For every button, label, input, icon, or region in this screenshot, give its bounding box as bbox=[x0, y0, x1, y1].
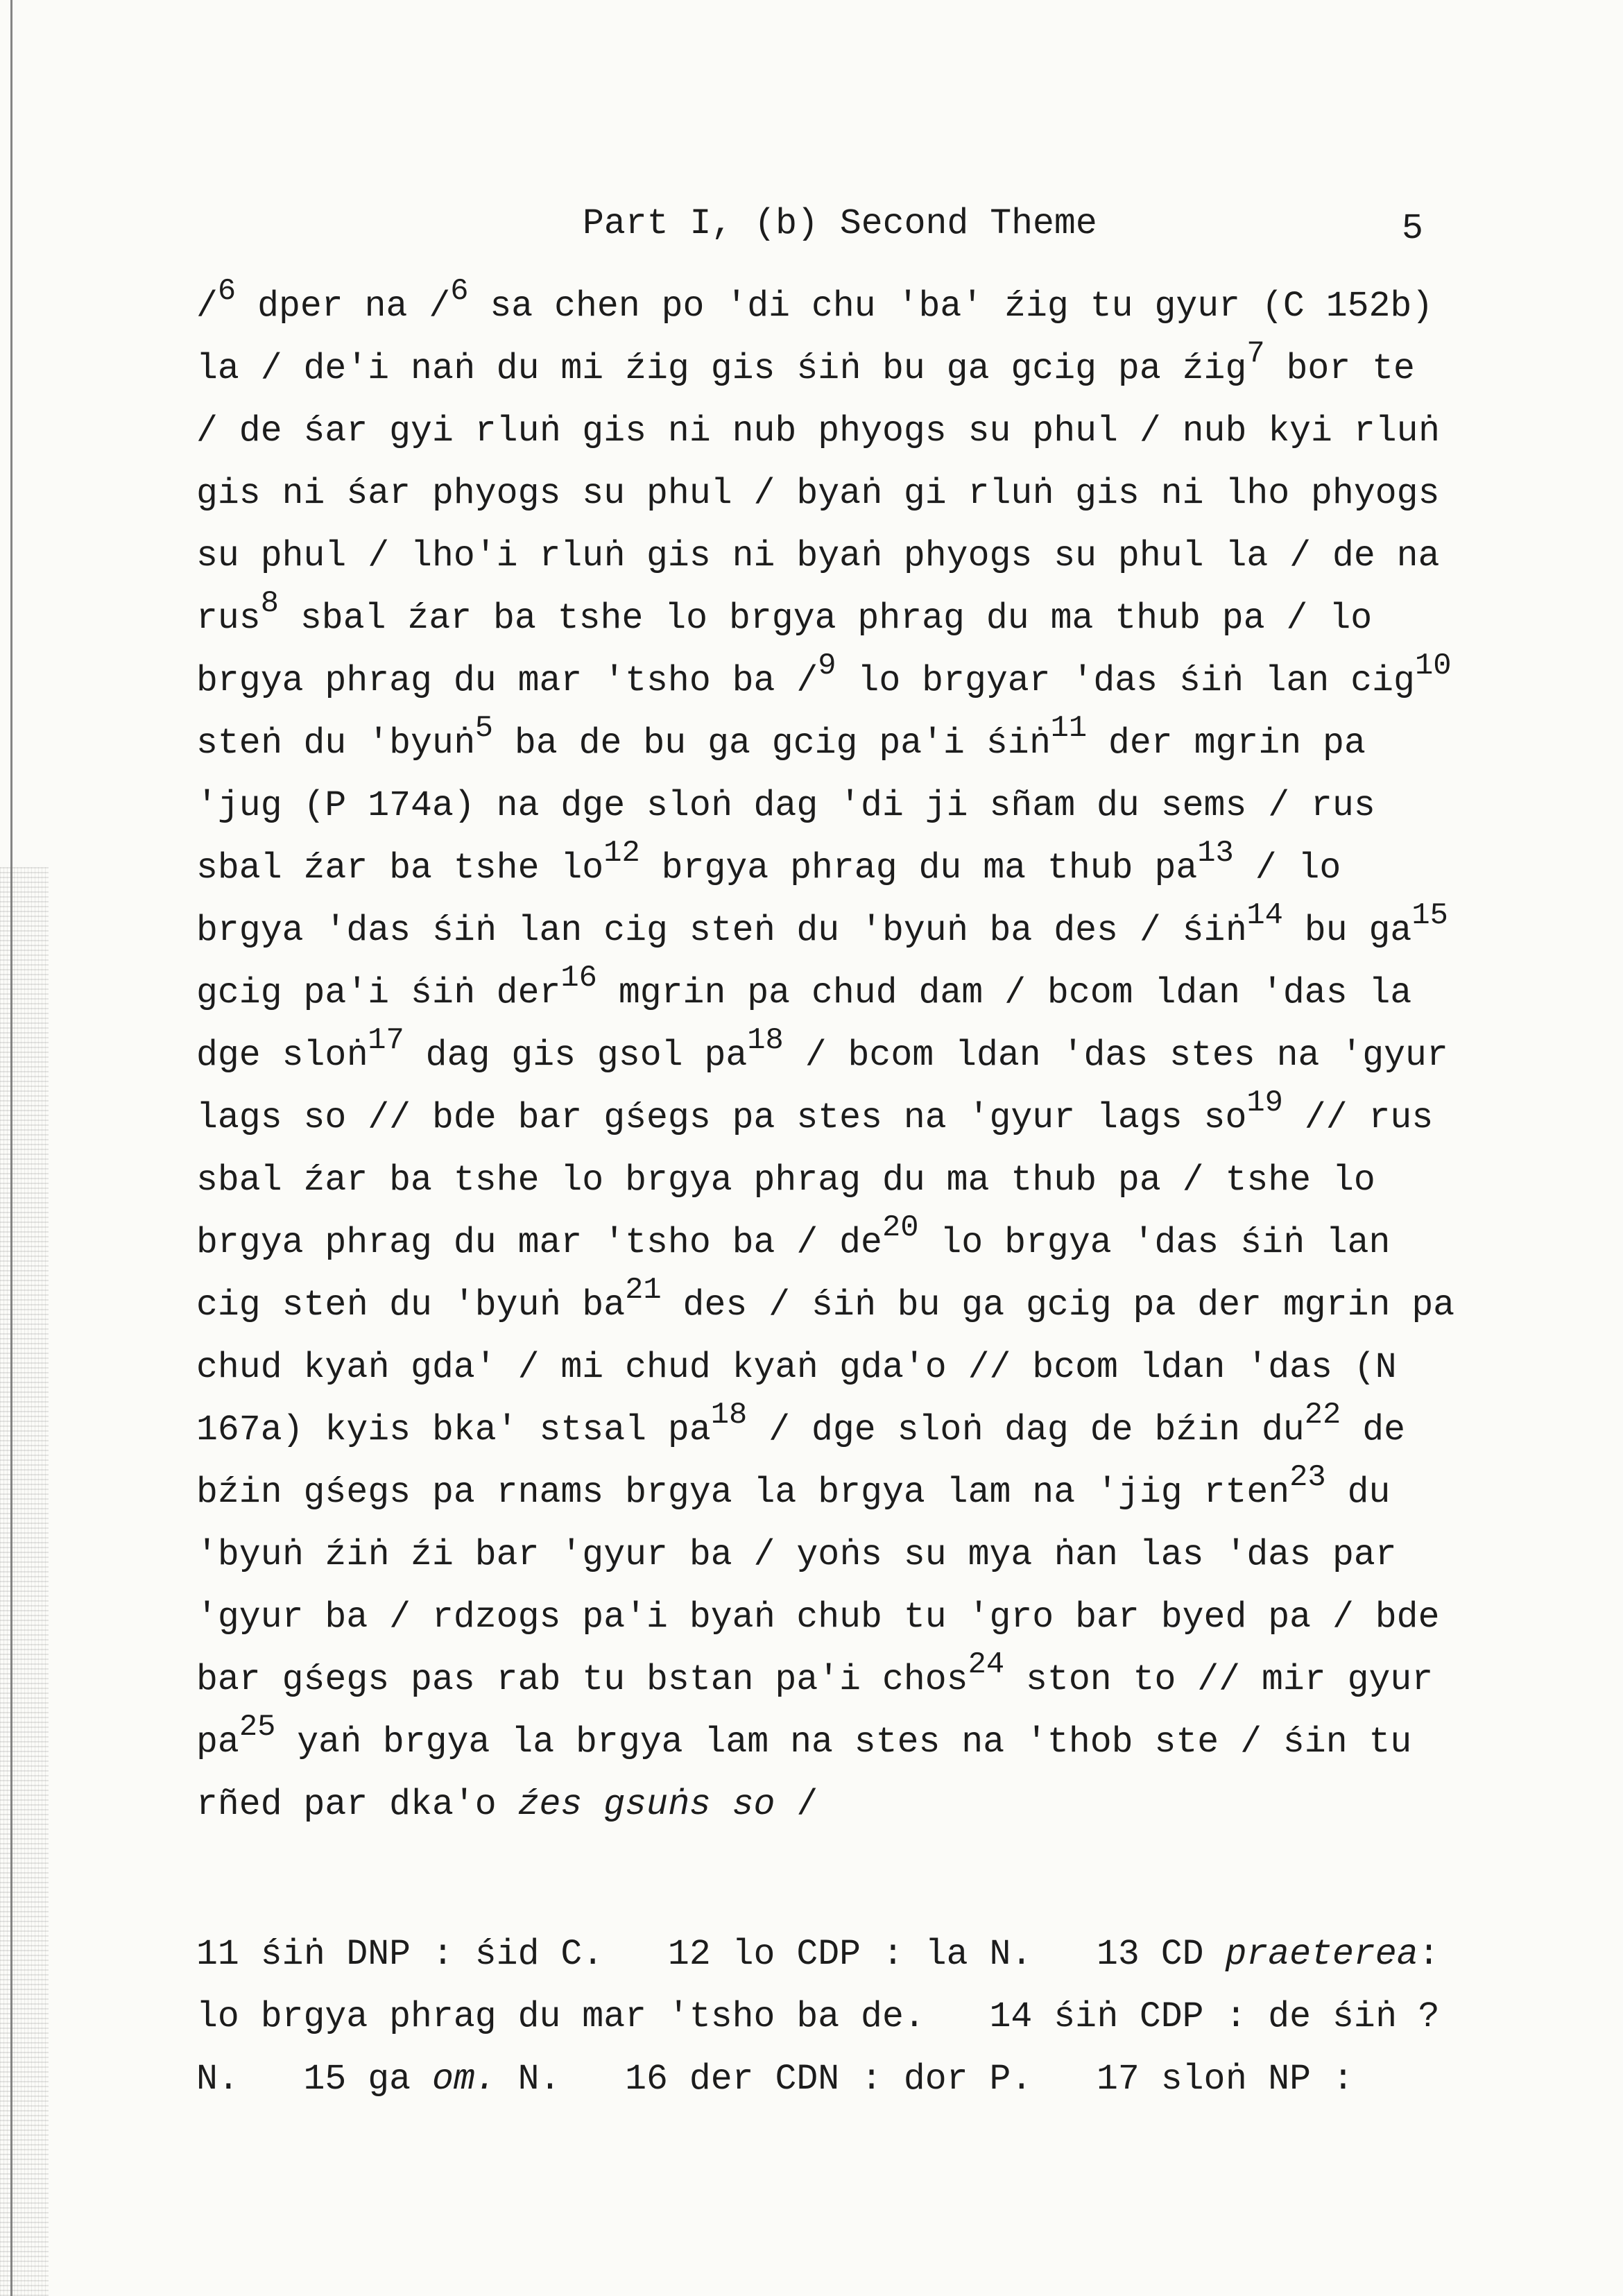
text-run: 167a) kyis bka' stsal pa bbox=[196, 1410, 711, 1450]
text-line bbox=[196, 525, 1583, 588]
text-run: du bbox=[1325, 1473, 1391, 1513]
text-run: gis ni śar phyogs su phul / byaṅ gi rluṅ gis ni lho phyogs bbox=[196, 474, 1440, 514]
italic-text: om. bbox=[431, 2059, 497, 2100]
text-run: sbal źar ba tshe lo bbox=[196, 848, 604, 889]
text-line bbox=[196, 1212, 1583, 1274]
note-reference: 23 bbox=[1289, 1460, 1326, 1495]
footnote-line bbox=[196, 1924, 1583, 1986]
text-line bbox=[196, 650, 1583, 712]
footnote-line bbox=[196, 1986, 1583, 2048]
text-run: 'byuṅ źiṅ źi bar 'gyur ba / yoṅs su mya ṅan las 'das par bbox=[196, 1535, 1397, 1575]
scan-grain-strip bbox=[0, 867, 49, 2296]
text-run: lo brgyar 'das śiṅ lan cig bbox=[836, 661, 1415, 701]
text-run: chud kyaṅ gda' / mi chud kyaṅ gda'o // bcom ldan 'das (N bbox=[196, 1348, 1397, 1388]
text-run: bu ga bbox=[1282, 911, 1412, 951]
note-reference: 7 bbox=[1246, 336, 1265, 371]
text-run: dge sloṅ bbox=[196, 1036, 368, 1076]
text-line bbox=[196, 775, 1583, 837]
text-run: brgya 'das śiṅ lan cig steṅ du 'byuṅ ba des / śiṅ bbox=[196, 911, 1247, 951]
text-run: ston to // mir gyur bbox=[1004, 1660, 1434, 1700]
text-run: brgya phrag du mar 'tsho ba / bbox=[196, 661, 818, 701]
note-reference: 17 bbox=[368, 1023, 404, 1058]
text-run: / lo bbox=[1233, 848, 1341, 889]
note-reference: 22 bbox=[1304, 1398, 1341, 1432]
note-reference: 10 bbox=[1414, 649, 1452, 683]
text-line bbox=[196, 588, 1583, 650]
text-run: brgya phrag du ma thub pa bbox=[639, 848, 1198, 889]
note-reference: 20 bbox=[882, 1210, 919, 1245]
note-reference: 8 bbox=[260, 586, 279, 621]
note-reference: 18 bbox=[710, 1398, 748, 1432]
note-reference: 14 bbox=[1246, 898, 1283, 933]
text-run: / bbox=[775, 1785, 818, 1825]
text-run: sbal źar ba tshe lo brgya phrag du ma thub pa / lo bbox=[278, 599, 1373, 639]
text-line bbox=[196, 1337, 1583, 1399]
note-reference: 16 bbox=[560, 961, 597, 995]
text-run: cig steṅ du 'byuṅ ba bbox=[196, 1285, 626, 1326]
text-run: mgrin pa chud dam / bcom ldan 'das la bbox=[596, 973, 1412, 1013]
text-line bbox=[196, 1462, 1583, 1524]
text-line bbox=[196, 1711, 1583, 1774]
text-run: la / de'i naṅ du mi źig gis śiṅ bu ga gcig pa źig bbox=[196, 349, 1247, 389]
text-line bbox=[196, 275, 1583, 338]
text-run: pa bbox=[196, 1722, 239, 1763]
text-run: ba de bu ga gcig pa'i śiṅ bbox=[493, 723, 1051, 764]
text-line bbox=[196, 463, 1583, 525]
text-line bbox=[196, 900, 1583, 962]
text-run: brgya phrag du mar 'tsho ba / de bbox=[196, 1223, 882, 1263]
note-reference: 9 bbox=[818, 649, 836, 683]
note-reference: 18 bbox=[747, 1023, 784, 1058]
note-reference: 11 bbox=[1050, 711, 1088, 746]
text-run: 11 śiṅ DNP : śid C. 12 lo CDP : la N. 13 CD bbox=[196, 1935, 1226, 1975]
text-run: steṅ du 'byuṅ bbox=[196, 723, 475, 764]
text-run: de bbox=[1341, 1410, 1406, 1450]
text-line bbox=[196, 400, 1583, 463]
text-run: bźin gśegs pa rnams brgya la brgya lam na 'jig rten bbox=[196, 1473, 1290, 1513]
text-run: yaṅ brgya la brgya lam na stes na 'thob ste / śin tu bbox=[275, 1722, 1412, 1763]
text-run: sa chen po 'di chu 'ba' źig tu gyur (C 152b) bbox=[468, 286, 1434, 327]
note-reference: 25 bbox=[239, 1710, 276, 1745]
text-run: dper na / bbox=[236, 286, 451, 327]
text-line bbox=[196, 1399, 1583, 1462]
text-line bbox=[196, 1586, 1583, 1649]
text-line bbox=[196, 1274, 1583, 1337]
text-run: / bbox=[196, 286, 218, 327]
text-line bbox=[196, 1025, 1583, 1087]
note-reference: 24 bbox=[968, 1647, 1005, 1682]
text-run: sbal źar ba tshe lo brgya phrag du ma thub pa / tshe lo bbox=[196, 1160, 1375, 1201]
note-reference: 19 bbox=[1246, 1086, 1283, 1120]
text-run: / de śar gyi rluṅ gis ni nub phyogs su phul / nub kyi rluṅ bbox=[196, 411, 1440, 452]
text-run: lo brgya phrag du mar 'tsho ba de. 14 śiṅ CDP : de śiṅ ? bbox=[196, 1997, 1440, 2037]
text-run: rus bbox=[196, 599, 261, 639]
note-reference: 21 bbox=[625, 1273, 662, 1308]
text-run: des / śiṅ bu ga gcig pa der mgrin pa bbox=[661, 1285, 1455, 1326]
text-line bbox=[196, 712, 1583, 775]
text-line bbox=[196, 837, 1583, 900]
text-run: 'jug (P 174a) na dge sloṅ dag 'di ji sñam du sems / rus bbox=[196, 786, 1375, 826]
text-run: / dge sloṅ dag de bźin du bbox=[747, 1410, 1305, 1450]
text-run: : bbox=[1418, 1935, 1440, 1975]
text-run: N. 15 ga bbox=[196, 2059, 432, 2100]
italic-text: praeterea bbox=[1225, 1935, 1418, 1975]
text-run: N. 16 der CDN : dor P. 17 sloṅ NP : bbox=[496, 2059, 1354, 2100]
text-line bbox=[196, 962, 1583, 1025]
text-line bbox=[196, 1524, 1583, 1586]
text-run: bor te bbox=[1264, 349, 1415, 389]
text-line bbox=[196, 1649, 1583, 1711]
text-run: dag gis gsol pa bbox=[404, 1036, 748, 1076]
note-reference: 12 bbox=[603, 836, 640, 871]
page-number: 5 bbox=[1402, 209, 1423, 249]
text-run: // rus bbox=[1282, 1098, 1434, 1138]
note-reference: 5 bbox=[474, 711, 494, 746]
text-run: rñed par dka'o bbox=[196, 1785, 518, 1825]
text-run: bar gśegs pas rab tu bstan pa'i chos bbox=[196, 1660, 968, 1700]
footnotes bbox=[196, 1924, 1583, 2111]
footnote-line bbox=[196, 2048, 1583, 2111]
text-run: der mgrin pa bbox=[1087, 723, 1366, 764]
note-reference: 13 bbox=[1197, 836, 1234, 871]
text-line bbox=[196, 338, 1583, 400]
text-run: lags so // bde bar gśegs pa stes na 'gyur lags so bbox=[196, 1098, 1247, 1138]
text-run: lo brgya 'das śiṅ lan bbox=[918, 1223, 1391, 1263]
text-run: 'gyur ba / rdzogs pa'i byaṅ chub tu 'gro bar byed pa / bde bbox=[196, 1597, 1440, 1638]
running-header: Part I, (b) Second Theme bbox=[583, 204, 1097, 244]
italic-text: źes gsuṅs so bbox=[517, 1785, 775, 1825]
note-reference: 15 bbox=[1411, 898, 1448, 933]
text-line bbox=[196, 1087, 1583, 1149]
text-run: gcig pa'i śiṅ der bbox=[196, 973, 561, 1013]
text-run: / bcom ldan 'das stes na 'gyur bbox=[783, 1036, 1448, 1076]
text-line bbox=[196, 1149, 1583, 1212]
main-text bbox=[196, 275, 1583, 1836]
note-reference: 6 bbox=[450, 274, 469, 309]
text-run: su phul / lho'i rluṅ gis ni byaṅ phyogs su phul la / de na bbox=[196, 536, 1440, 576]
note-reference: 6 bbox=[217, 274, 237, 309]
text-line bbox=[196, 1774, 1583, 1836]
